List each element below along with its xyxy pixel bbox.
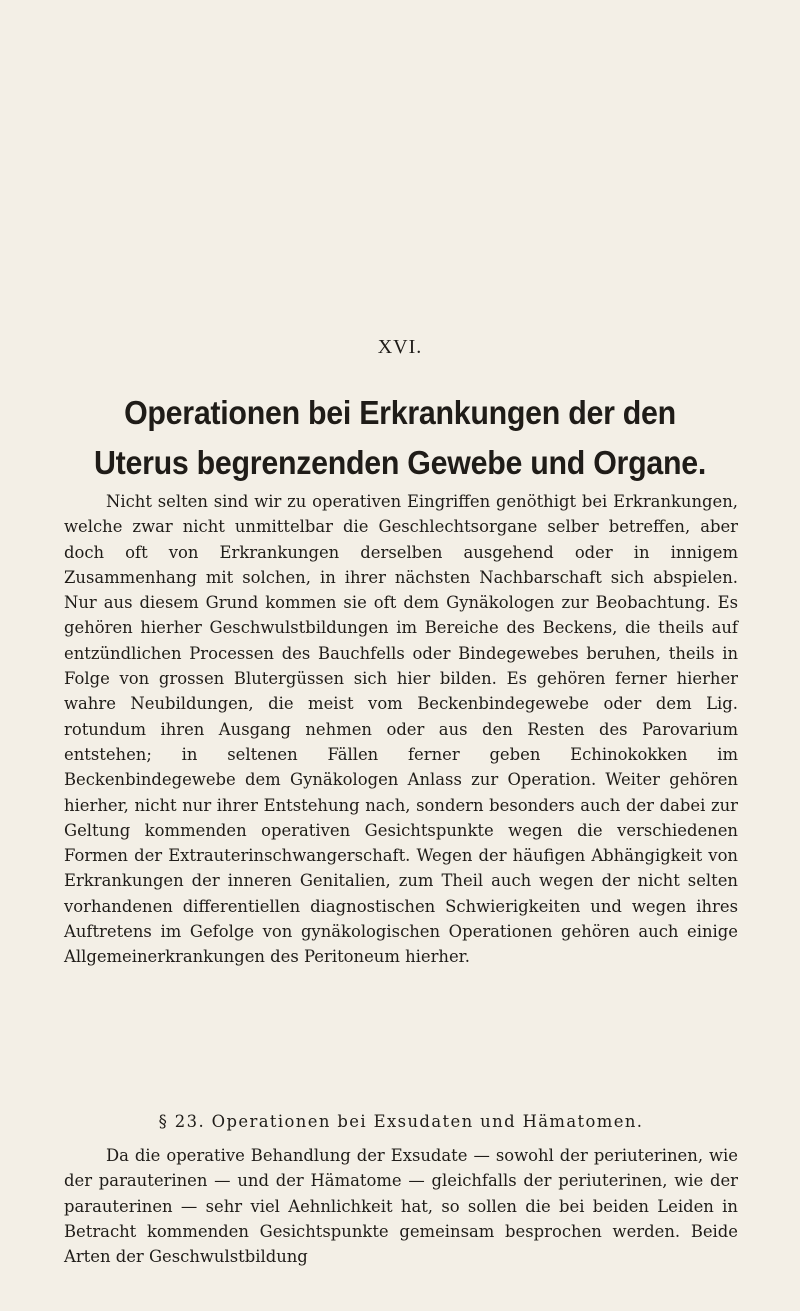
chapter-number: XVI. [377, 336, 423, 358]
paragraph: Nicht selten sind wir zu operativen Eingriffen genöthigt bei Erkrankungen, welche zwar nicht unmittelbar die Geschlechtsorgane selber betreffen, aber doch oft von Erkrankungen derselben ausgehend oder in innigem Zusammenhang mit solchen, in ihrer nächsten Nachbarschaft sich abspielen. Nur aus diesem Grund kommen sie oft dem Gynäkologen zur Beobachtung. Es gehören hierher Geschwulstbildungen im Bereiche des Beckens, die theils auf entzündlichen Processen des Bauchfells oder Bindegewebes beruhen, theils in Folge von grossen Blutergüssen sich hier bilden. Es gehören ferner hierher wahre Neubildungen, die meist vom Beckenbindegewebe oder dem Lig. rotundum ihren Ausgang nehmen oder aus den Resten des Parovarium entstehen; in seltenen Fällen ferner geben Echinokokken im Beckenbindegewebe dem Gynäkologen Anlass zur Operation. Weiter gehören hierher, nicht nur ihrer Entstehung nach, sondern besonders auch der dabei zur Geltung kommenden operativen Gesichtspunkte wegen die verschiedenen Formen der Extrauterinschwangerschaft. Wegen der häufigen Abhängigkeit von Erkrankungen der inneren Genitalien, zum Theil auch wegen der nicht selten vorhandenen differentiellen diagnostischen Schwierigkeiten und wegen ihres Auftretens im Gefolge von gynäkologischen Operationen gehören auch einige Allgemeinerkrankungen des Peritoneum hierher. [64, 492, 738, 967]
paragraph: Da die operative Behandlung der Exsudate — sowohl der periuterinen, wie der parauterinen — und der Hämatome — gleichfalls der periuterinen, wie der parauterinen — sehr viel Aehnlichkeit hat, so sollen die bei beiden Leiden in Betracht kommenden Gesichtspunkte gemeinsam besprochen werden. Beide Arten der Geschwulstbildung [64, 1146, 738, 1267]
section-text [64, 1143, 738, 1269]
intro-text [64, 489, 738, 970]
section-heading: § 23. Operationen bei Exsudaten und Hämatomen. [158, 1112, 644, 1131]
chapter-title: Operationen bei Erkrankungen der den Uterus begrenzenden Gewebe und Organe. [93, 394, 707, 481]
